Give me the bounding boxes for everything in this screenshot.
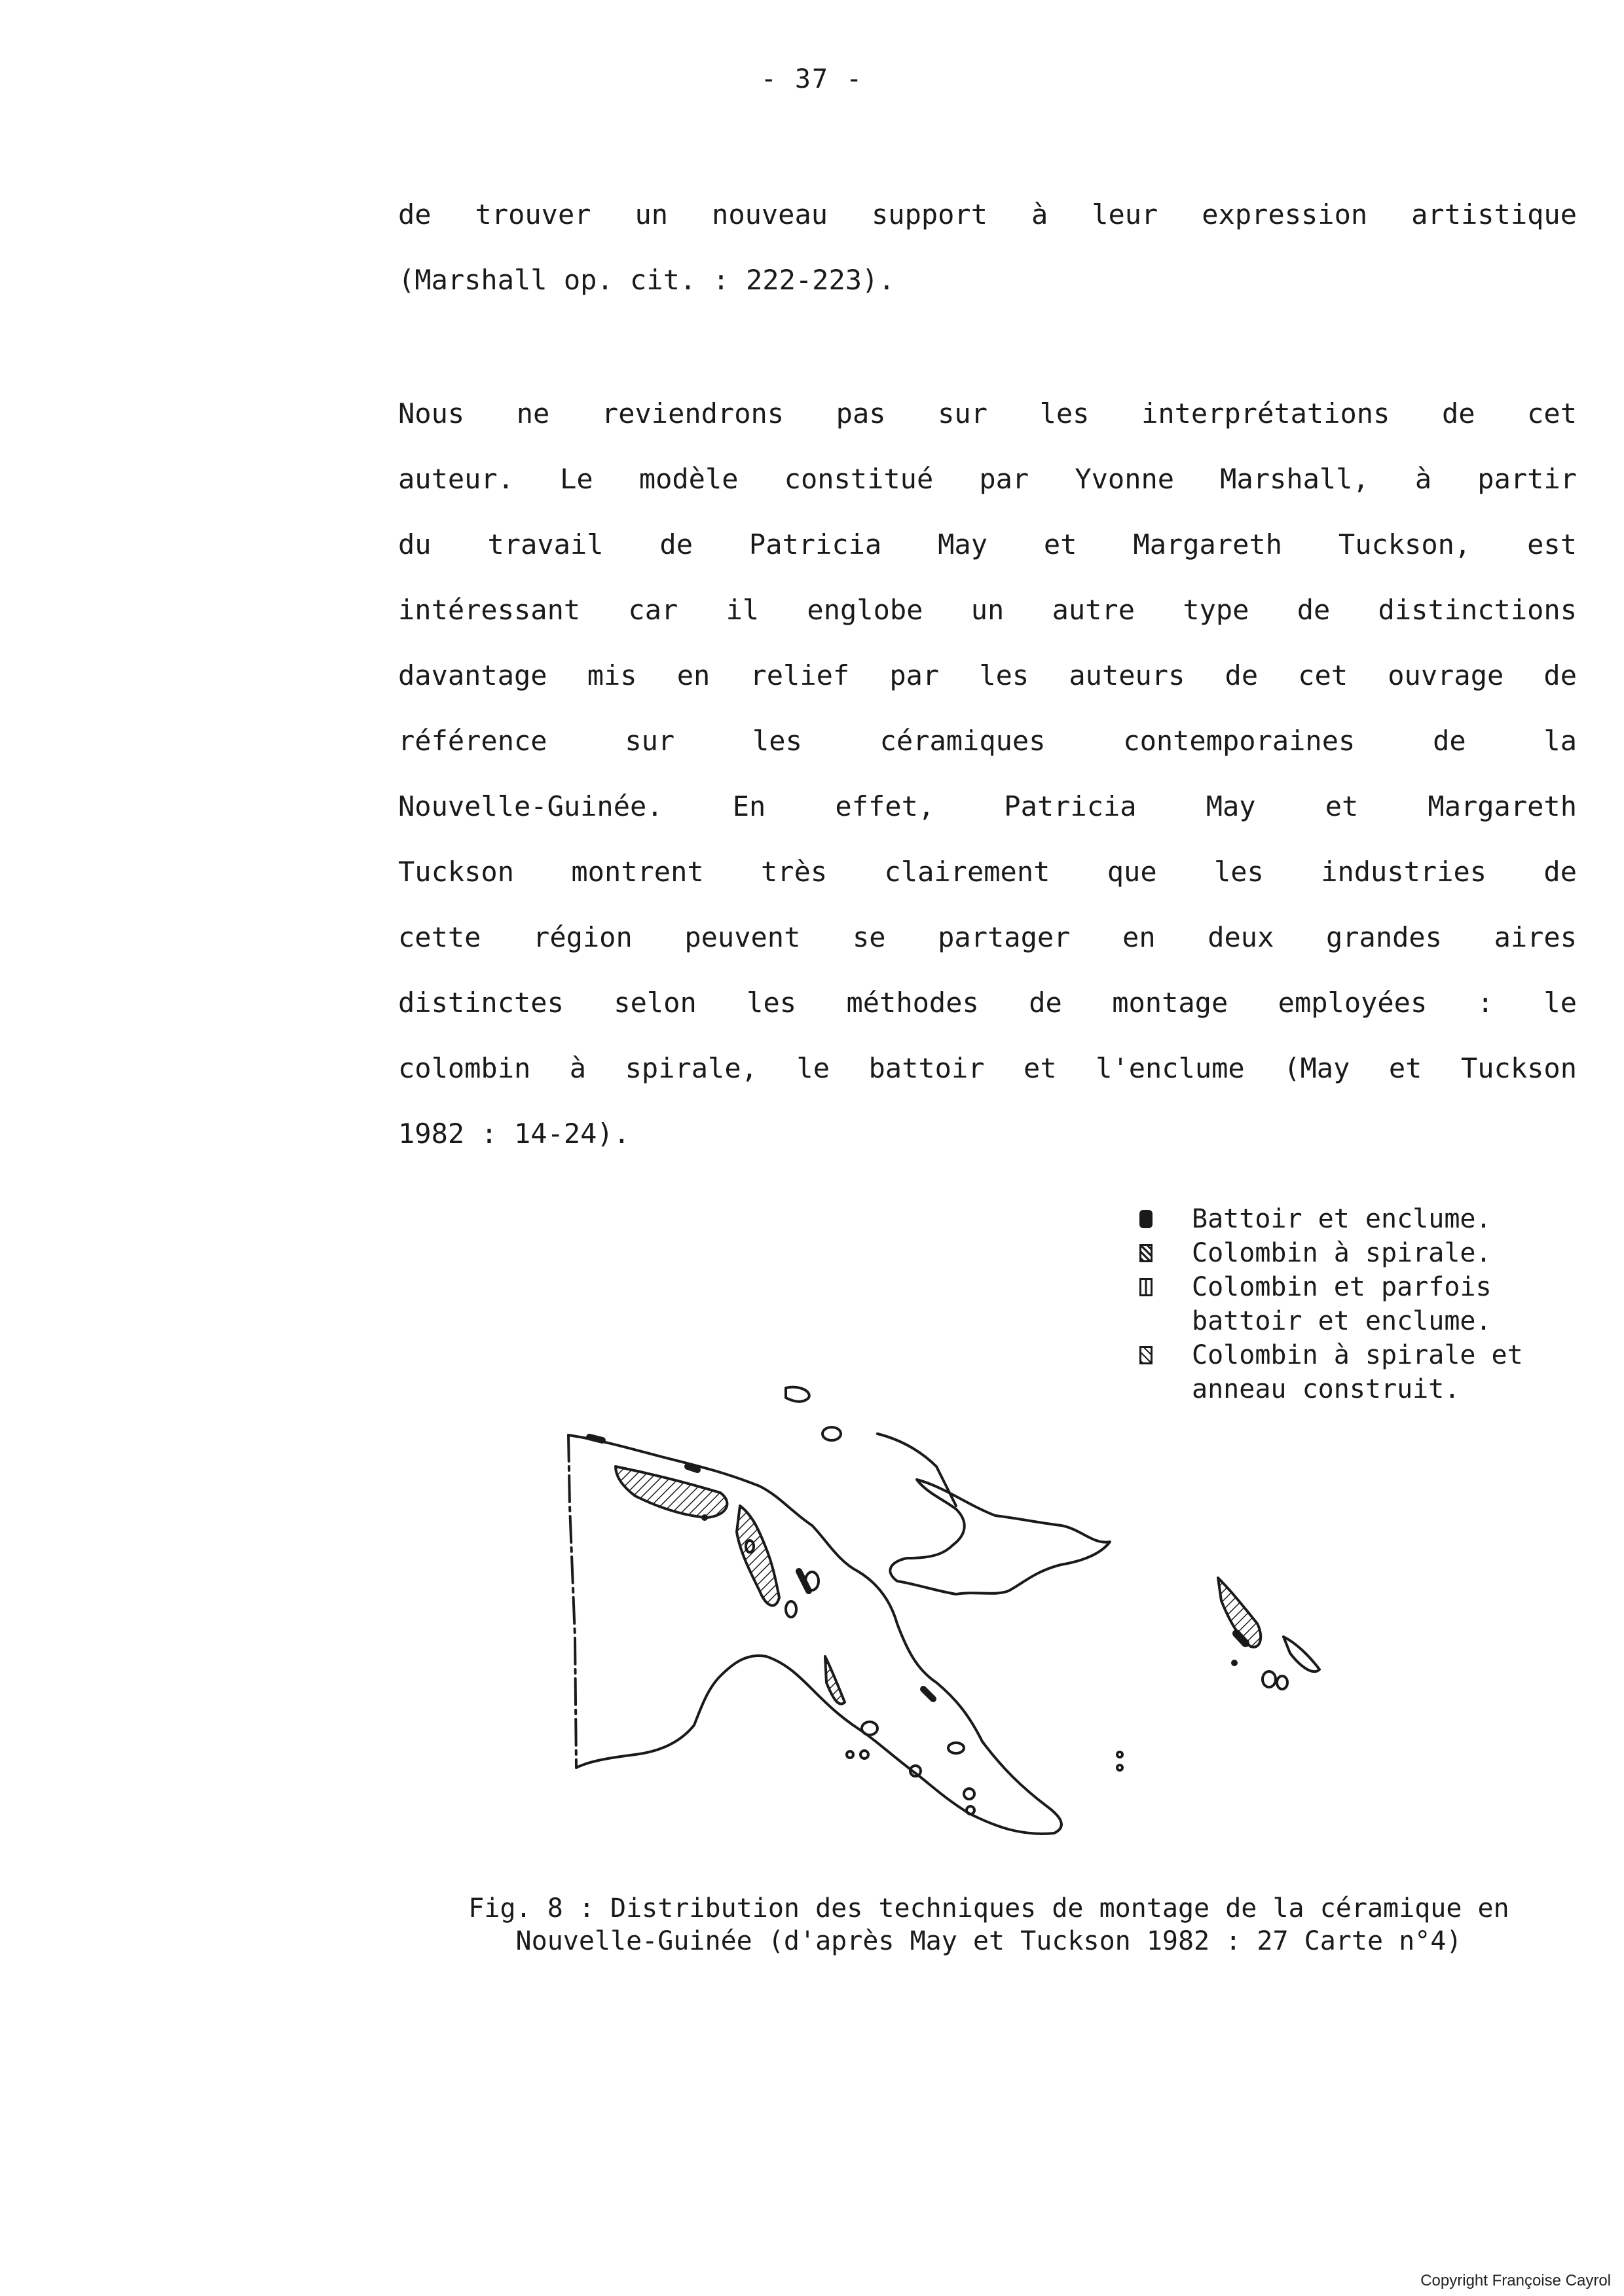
solid-marker bbox=[688, 1467, 697, 1470]
island-dot bbox=[703, 1516, 707, 1520]
island bbox=[822, 1427, 841, 1440]
legend-label: Colombin à spirale et anneau construit. bbox=[1192, 1340, 1523, 1404]
text-line: Tuckson montrent très clairement que les industries de bbox=[398, 856, 1577, 888]
text-line: (Marshall op. cit. : 222-223). bbox=[398, 264, 895, 296]
island bbox=[967, 1806, 974, 1814]
partial-swatch-icon bbox=[1139, 1278, 1153, 1296]
text-line: intéressant car il englobe un autre type de distinctions bbox=[398, 594, 1577, 626]
text-line: Nous ne reviendrons pas sur les interprétations de cet bbox=[398, 397, 1577, 429]
new-guinea-map bbox=[550, 1375, 1414, 1886]
text-line: auteur. Le modèle constitué par Yvonne Marshall, à partir bbox=[398, 463, 1577, 495]
solid-marker bbox=[589, 1437, 602, 1440]
text-line: référence sur les céramiques contemporaines de la bbox=[398, 725, 1577, 757]
text-line: du travail de Patricia May et Margareth Tuckson, est bbox=[398, 528, 1577, 560]
figure-caption bbox=[393, 1892, 1585, 1958]
paragraph-1 bbox=[398, 182, 1577, 313]
legend-label: Colombin et parfois battoir et enclume. bbox=[1192, 1272, 1492, 1336]
new-britain-outline bbox=[890, 1480, 1110, 1594]
legend-label: Battoir et enclume. bbox=[1192, 1204, 1492, 1234]
caption-line: Nouvelle-Guinée (d'après May et Tuckson 1982 : 27 Carte n°4) bbox=[515, 1926, 1462, 1956]
island bbox=[786, 1387, 809, 1402]
island bbox=[964, 1789, 974, 1799]
island bbox=[948, 1743, 964, 1753]
hatched-swatch-icon bbox=[1139, 1244, 1153, 1262]
hatched-region-east bbox=[737, 1506, 779, 1605]
copyright-notice: Copyright Françoise Cayrol bbox=[1420, 2272, 1611, 2289]
page-number: - 37 - bbox=[760, 64, 864, 94]
new-ireland-outline bbox=[877, 1434, 956, 1506]
paragraph-2 bbox=[398, 381, 1577, 1167]
island-dot bbox=[1117, 1752, 1122, 1757]
border-line bbox=[568, 1435, 576, 1768]
island bbox=[1277, 1676, 1287, 1689]
text-line: Nouvelle-Guinée. En effet, Patricia May et Margareth bbox=[398, 790, 1577, 822]
island bbox=[860, 1751, 868, 1758]
island-dot bbox=[1117, 1765, 1122, 1770]
island bbox=[862, 1722, 877, 1735]
island bbox=[847, 1751, 853, 1758]
island bbox=[1263, 1671, 1276, 1687]
text-line: davantage mis en relief par les auteurs de cet ouvrage de bbox=[398, 659, 1577, 691]
legend-label: Colombin à spirale. bbox=[1192, 1238, 1492, 1268]
text-line: 1982 : 14-24). bbox=[398, 1118, 631, 1150]
hatched-region-north bbox=[616, 1467, 727, 1518]
text-line: cette région peuvent se partager en deux grandes aires bbox=[398, 921, 1577, 953]
solid-swatch-icon bbox=[1139, 1210, 1153, 1228]
light-hatched-swatch-icon bbox=[1139, 1346, 1153, 1364]
legend-item-colombin-spirale bbox=[1139, 1236, 1523, 1270]
legend-item-battoir bbox=[1139, 1202, 1523, 1236]
text-line: distinctes selon les méthodes de montage employées : le bbox=[398, 987, 1577, 1019]
text-line: de trouver un nouveau support à leur expression artistique bbox=[398, 198, 1577, 230]
hatched-region-south bbox=[825, 1656, 845, 1704]
solid-marker bbox=[923, 1689, 933, 1699]
caption-line: Fig. 8 : Distribution des techniques de montage de la céramique en bbox=[468, 1893, 1509, 1923]
island bbox=[786, 1601, 796, 1617]
island bbox=[1283, 1637, 1320, 1671]
text-line: colombin à spirale, le battoir et l'enclume (May et Tuckson bbox=[398, 1052, 1577, 1084]
legend-item-colombin-battoir bbox=[1139, 1270, 1523, 1338]
island-dot bbox=[1232, 1661, 1236, 1665]
